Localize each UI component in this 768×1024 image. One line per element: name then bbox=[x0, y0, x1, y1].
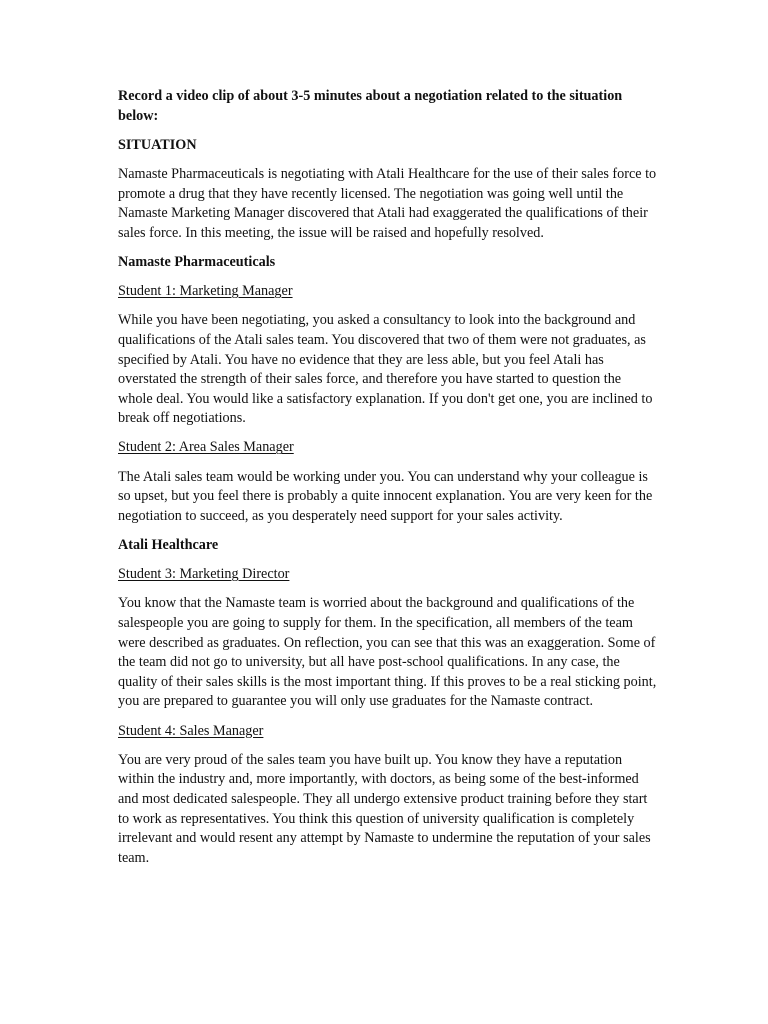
task-instruction: Record a video clip of about 3-5 minutes about a negotiation related to the situation below: bbox=[118, 88, 623, 124]
document-page bbox=[118, 87, 658, 878]
situation-heading: SITUATION bbox=[118, 136, 197, 153]
role-title-student-2: Student 2: Area Sales Manager bbox=[118, 439, 294, 456]
company-heading-namaste: Namaste Pharmaceuticals bbox=[118, 253, 276, 270]
role-title-student-1: Student 1: Marketing Manager bbox=[118, 283, 293, 300]
role-title-student-3: Student 3: Marketing Director bbox=[118, 566, 290, 583]
role-title-student-4: Student 4: Sales Manager bbox=[118, 722, 264, 739]
situation-text: Namaste Pharmaceuticals is negotiating with Atali Healthcare for the use of their sales force to promote a drug that they have recently licensed. The negotiation was going well until the Namaste Marketing Manager discovered that Atali had exaggerated the qualifications of their sales force. In this meeting, the issue will be raised and hopefully resolved. bbox=[118, 165, 657, 241]
role-text-student-1: While you have been negotiating, you asked a consultancy to look into the background and qualifications of the Atali sales team. You discovered that two of them were not graduates, as specified by Atali. You have no evidence that they are less able, but you feel Atali has overstated the strength of their sales force, and therefore you have started to question the whole deal. You would like a satisfactory explanation. If you don't get one, you are inclined to break off negotiations. bbox=[118, 312, 653, 427]
role-text-student-4: You are very proud of the sales team you have built up. You know they have a reputation within the industry and, more importantly, with doctors, as being some of the best-informed and most dedicated salespeople. They all undergo extensive product training before they start to work as representatives. You think this question of university qualification is completely irrelevant and would resent any attempt by Namaste to undermine the reputation of your sales team. bbox=[118, 751, 651, 866]
role-text-student-3: You know that the Namaste team is worried about the background and qualifications of the salespeople you are going to supply for them. In the specification, all members of the team were described as graduates. On reflection, you can see that this was an exaggeration. Some of the team did not go to university, but all have post-school qualifications. In any case, the quality of their sales skills is the most important thing. If this proves to be a real sticking point, you are prepared to guarantee you will only use graduates for the Namaste contract. bbox=[118, 595, 657, 710]
role-text-student-2: The Atali sales team would be working under you. You can understand why your colleague is so upset, but you feel there is probably a quite innocent explanation. You are very keen for the negotiation to succeed, as you desperately need support for your sales activity. bbox=[118, 468, 653, 524]
company-heading-atali: Atali Healthcare bbox=[118, 537, 219, 554]
